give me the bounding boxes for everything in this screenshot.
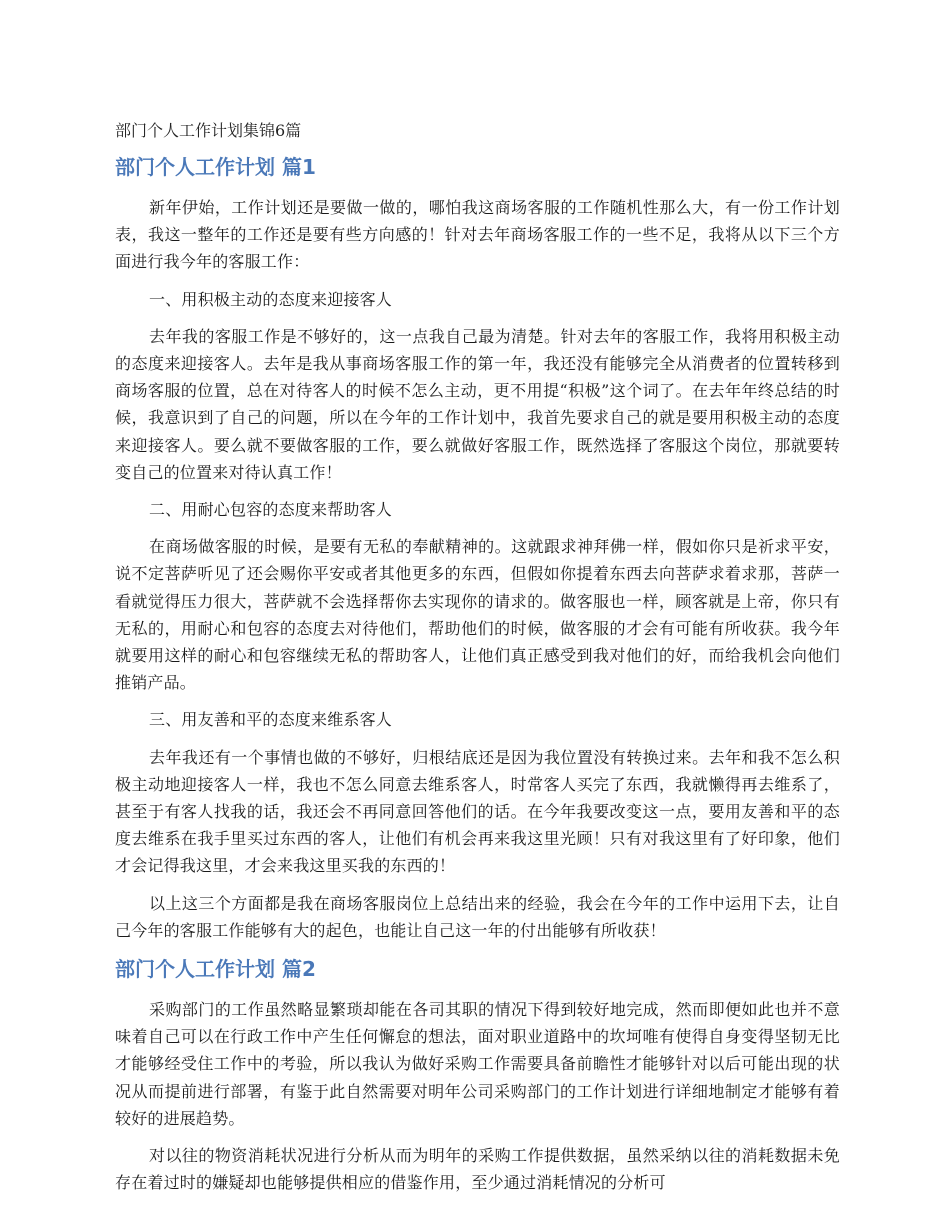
sub-heading: 三、用友善和平的态度来维系客人 [149,710,393,730]
section-2 [115,954,840,1196]
document-page [115,118,840,1207]
section-1 [115,152,840,944]
paragraph: 采购部门的工作虽然略显繁琐却能在各司其职的情况下得到较好地完成，然而即便如此也并不意味着自己可以在行政工作中产生任何懈怠的想法，面对职业道路中的坎坷唯有使得自身变得坚韧无比才能够经受住工作中的考验，所以我认为做好采购工作需要具备前瞻性才能够针对以后可能出现的状况从而提前进行部署，有鉴于此自然需要对明年公司采购部门的工作计划进行详细地制定才能够有着较好的进展趋势。 [115,1000,840,1128]
sub-heading: 二、用耐心包容的态度来帮助客人 [149,500,393,520]
paragraph: 去年我还有一个事情也做的不够好，归根结底还是因为我位置没有转换过来。去年和我不怎么积极主动地迎接客人一样，我也不怎么同意去维系客人，时常客人买完了东西，我就懒得再去维系了，甚至于有客人找我的话，我还会不再同意回答他们的话。在今年我要改变这一点，要用友善和平的态度去维系在我手里买过东西的客人，让他们有机会再来我这里光顾！只有对我这里有了好印象，他们才会记得我这里，才会来我这里买我的东西的！ [115,747,840,876]
paragraph: 对以往的物资消耗状况进行分析从而为明年的采购工作提供数据，虽然采纳以往的消耗数据未免存在着过时的嫌疑却也能够提供相应的借鉴作用，至少通过消耗情况的分析可 [115,1146,840,1193]
paragraph: 去年我的客服工作是不够好的，这一点我自己最为清楚。针对去年的客服工作，我将用积极主动的态度来迎接客人。去年是我从事商场客服工作的第一年，我还没有能够完全从消费者的位置转移到商场客服的位置，总在对待客人的时候不怎么主动，更不用提“积极”这个词了。在去年年终总结的时候，我意识到了自己的问题，所以在今年的工作计划中，我首先要求自己的就是要用积极主动的态度来迎接客人。要么就不要做客服的工作，要么就做好客服工作，既然选择了客服这个岗位，那就要转变自己的位置来对待认真工作！ [115,326,840,482]
sub-heading: 一、用积极主动的态度来迎接客人 [149,289,393,309]
section-heading: 部门个人工作计划 篇1 [115,155,316,179]
paragraph: 以上这三个方面都是我在商场客服岗位上总结出来的经验，我会在今年的工作中运用下去，让自己今年的客服工作能够有大的起色，也能让自己这一年的付出能够有所收获！ [115,893,840,940]
document-title: 部门个人工作计划集锦6篇 [115,121,302,140]
paragraph: 新年伊始，工作计划还是要做一做的，哪怕我这商场客服的工作随机性那么大，有一份工作计划表，我这一整年的工作还是要有些方向感的！针对去年商场客服工作的一些不足，我将从以下三个方面进行我今年的客服工作： [115,198,840,272]
section-heading: 部门个人工作计划 篇2 [115,957,316,982]
paragraph: 在商场做客服的时候，是要有无私的奉献精神的。这就跟求神拜佛一样，假如你只是祈求平安，说不定菩萨听见了还会赐你平安或者其他更多的东西，但假如你提着东西去向菩萨求着求那，菩萨一看就觉得压力很大，菩萨就不会选择帮你去实现你的请求的。做客服也一样，顾客就是上帝，你只有无私的，用耐心和包容的态度去对待他们，帮助他们的时候，做客服的才会有可能有所收获。我今年就要用这样的耐心和包容继续无私的帮助客人，让他们真正感受到我对他们的好，而给我机会向他们推销产品。 [115,537,840,693]
